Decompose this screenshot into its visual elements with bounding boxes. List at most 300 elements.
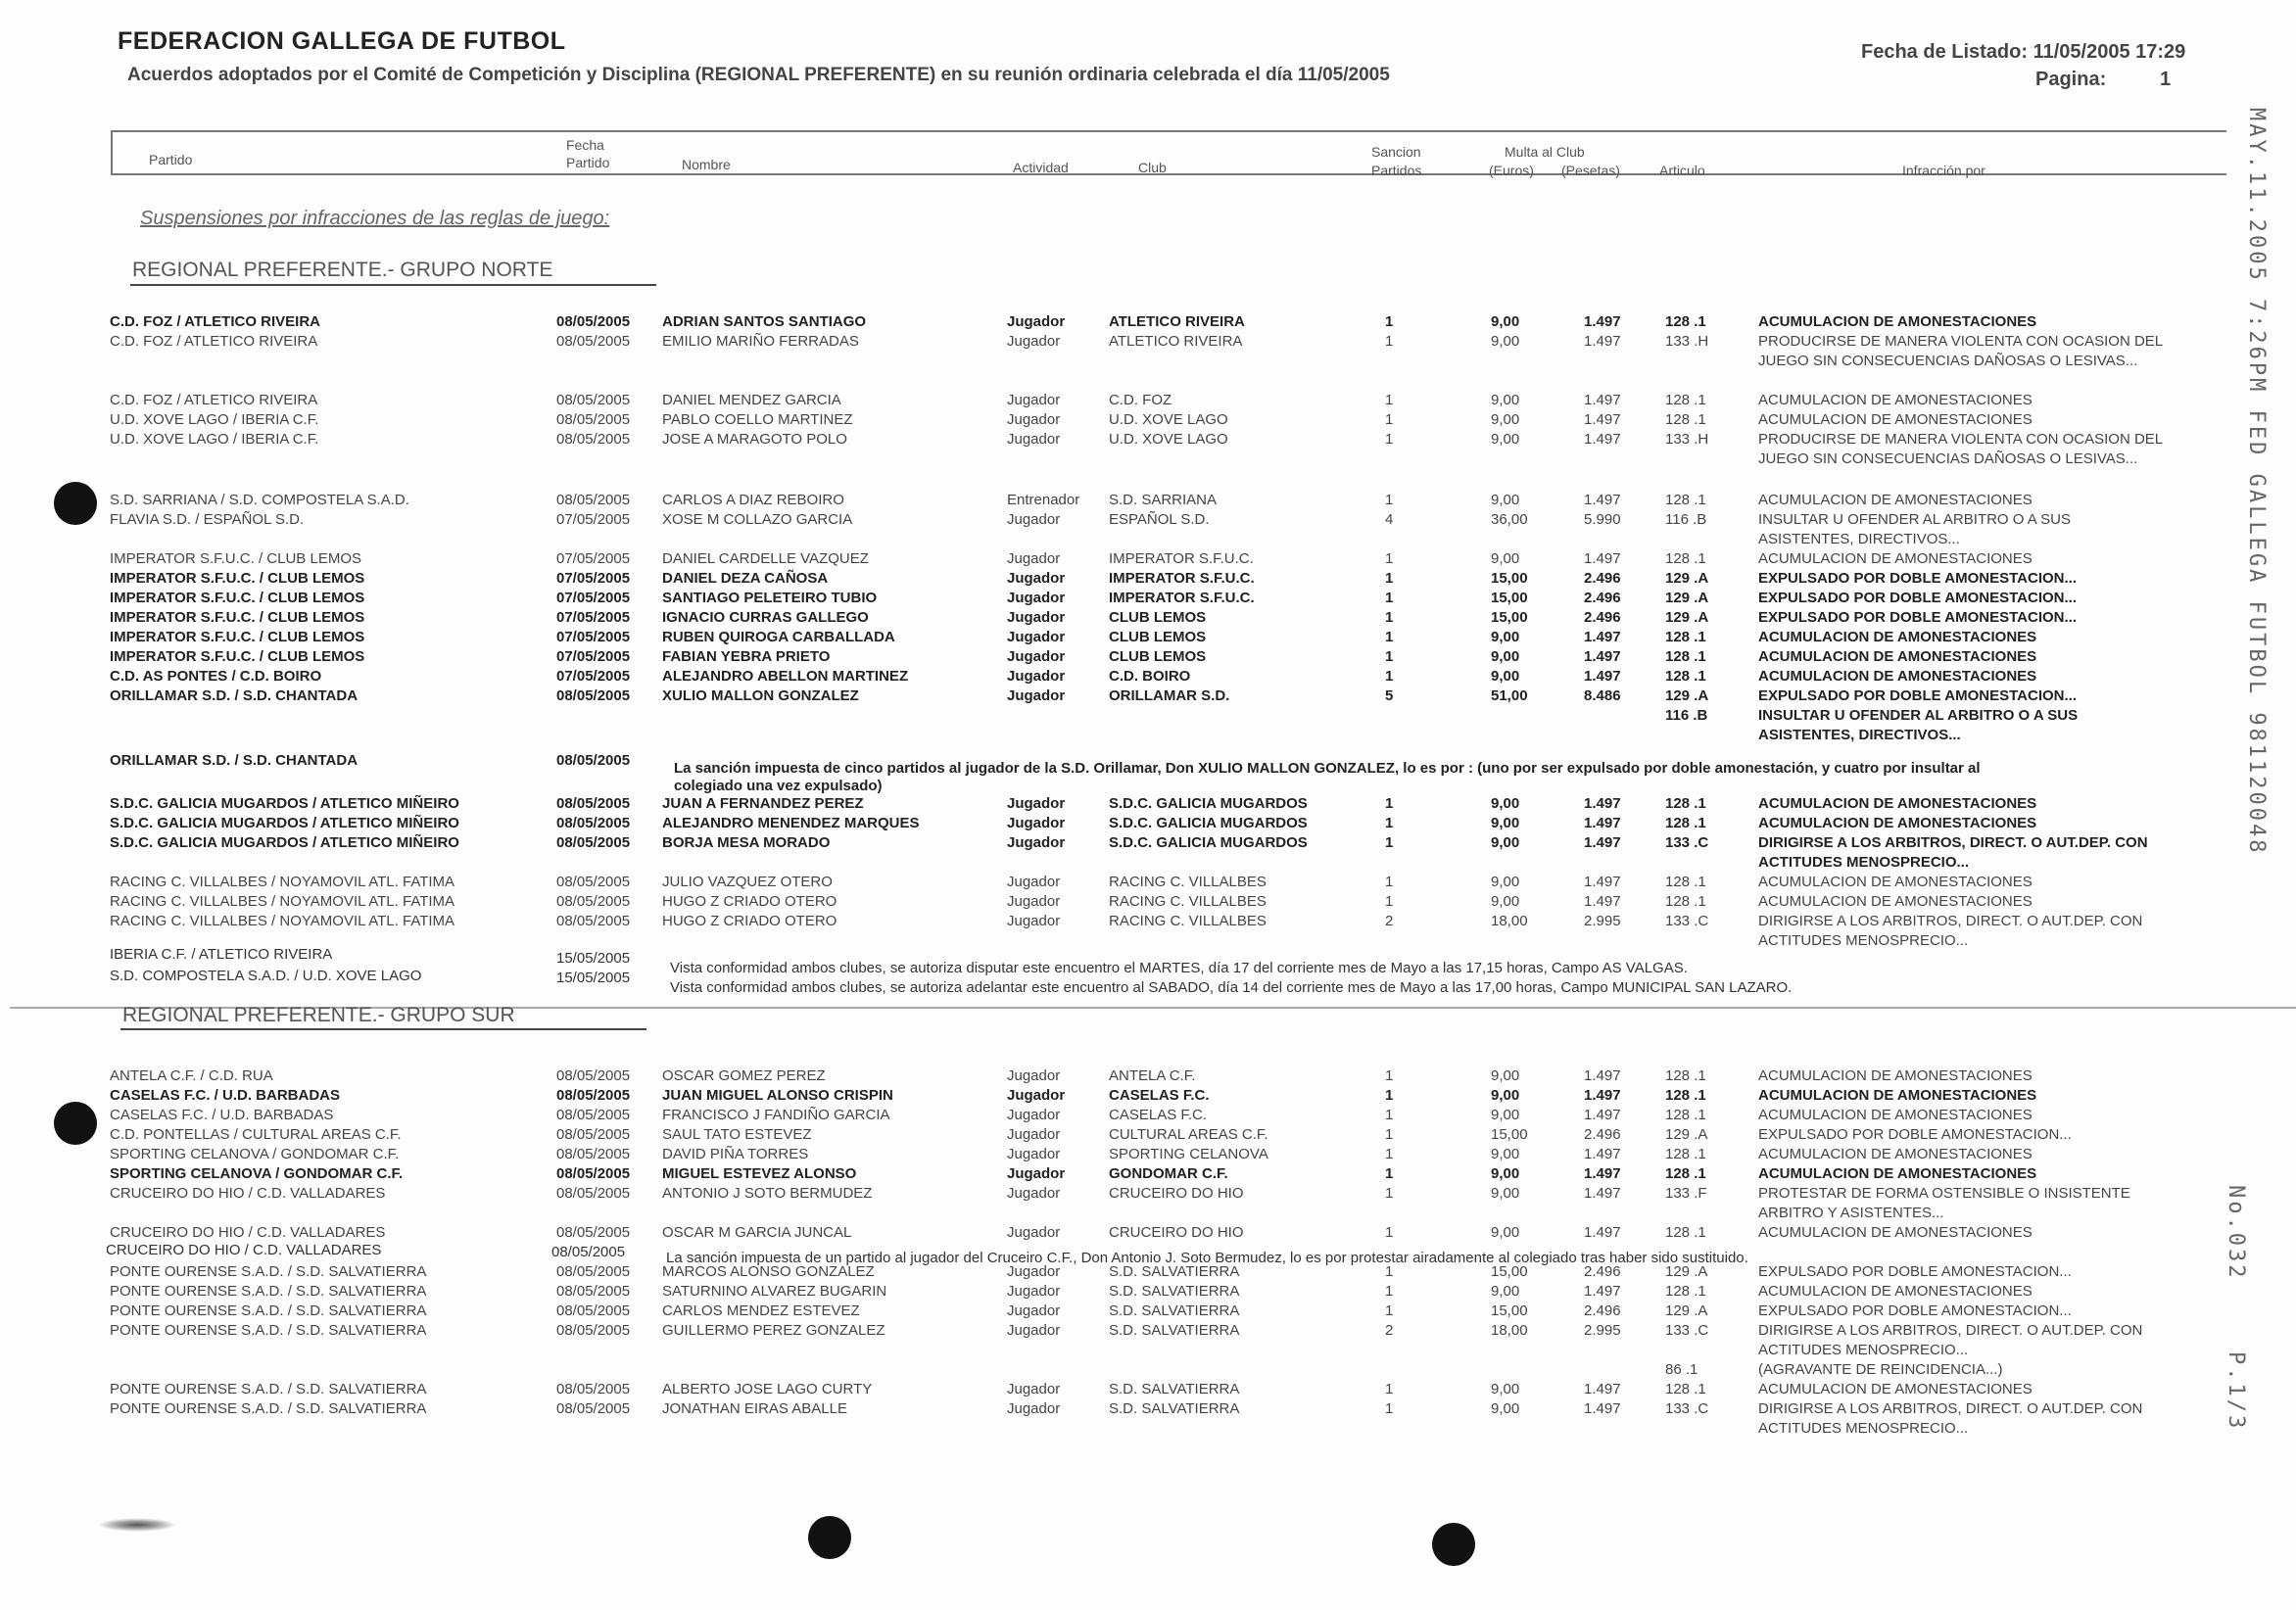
table-row (0, 1342, 2296, 1361)
cell-san: 1 (1385, 668, 1394, 685)
cell-pes: 1.497 (1584, 431, 1621, 448)
cell-euros: 9,00 (1491, 1283, 1520, 1300)
cell-inf: EXPULSADO POR DOBLE AMONESTACION... (1758, 687, 2078, 704)
table-row (0, 1381, 2296, 1400)
table-row (0, 727, 2296, 746)
cell-partido: PONTE OURENSE S.A.D. / S.D. SALVATIERRA (110, 1283, 427, 1300)
cell-pes: 1.497 (1584, 1185, 1621, 1202)
cell-act: Jugador (1007, 1146, 1061, 1162)
cell-inf: PROTESTAR DE FORMA OSTENSIBLE O INSISTENTE (1758, 1185, 2130, 1202)
cell-san: 1 (1385, 1126, 1394, 1143)
cell-act: Jugador (1007, 913, 1061, 929)
cell-euros: 9,00 (1491, 834, 1520, 851)
cell-inf: ACUMULACION DE AMONESTACIONES (1758, 893, 2033, 910)
cell-art: 116 .B (1665, 707, 1708, 724)
cell-inf: ACTITUDES MENOSPRECIO... (1758, 932, 1969, 949)
table-row (0, 392, 2296, 411)
cell-fecha: 08/05/2005 (556, 1302, 631, 1319)
cell-fecha: 08/05/2005 (556, 333, 631, 350)
cell-partido: IMPERATOR S.F.U.C. / CLUB LEMOS (110, 570, 365, 587)
cell-nombre: MARCOS ALONSO GONZALEZ (662, 1263, 875, 1280)
cell-club: S.D. SALVATIERRA (1109, 1400, 1240, 1417)
cell-nombre: HUGO Z CRIADO OTERO (662, 893, 837, 910)
cell-euros: 9,00 (1491, 313, 1520, 330)
col-sancion-1: Sancion (1371, 144, 1421, 160)
cell-san: 1 (1385, 1263, 1394, 1280)
cell-nombre: CARLOS A DIAZ REBOIRO (662, 492, 844, 508)
cell-euros: 51,00 (1491, 687, 1528, 704)
table-row (0, 333, 2296, 353)
cell-club: CASELAS F.C. (1109, 1107, 1208, 1123)
cell-nombre: DAVID PIÑA TORRES (662, 1146, 809, 1162)
cell-euros: 9,00 (1491, 492, 1520, 508)
cell-fecha: 08/05/2005 (556, 313, 631, 330)
cell-art: 129 .A (1665, 570, 1709, 587)
cell-art: 133 .F (1665, 1185, 1707, 1202)
punch-hole (808, 1516, 851, 1559)
cell-nombre: JUAN A FERNANDEZ PEREZ (662, 795, 864, 812)
cell-act: Jugador (1007, 687, 1066, 704)
cell-inf: ACUMULACION DE AMONESTACIONES (1758, 1146, 2033, 1162)
cell-club: ESPAÑOL S.D. (1109, 511, 1210, 528)
cell-inf: EXPULSADO POR DOBLE AMONESTACION... (1758, 1126, 2072, 1143)
cell-art: 128 .1 (1665, 1087, 1706, 1104)
cell-nombre: PABLO COELLO MARTINEZ (662, 411, 853, 428)
cell-pes: 1.497 (1584, 834, 1621, 851)
col-infraccion: Infracción por (1902, 163, 1985, 178)
cell-fecha: 07/05/2005 (556, 629, 631, 645)
cell-act: Jugador (1007, 550, 1061, 567)
cell-fecha: 08/05/2005 (556, 1107, 631, 1123)
cell-inf: EXPULSADO POR DOBLE AMONESTACION... (1758, 570, 2078, 587)
col-fecha-1: Fecha (566, 137, 604, 153)
cell-nombre: ALEJANDRO MENENDEZ MARQUES (662, 815, 920, 831)
cell-art: 128 .1 (1665, 1146, 1706, 1162)
cell-act: Jugador (1007, 1165, 1066, 1182)
cell-fecha: 08/05/2005 (556, 1283, 631, 1300)
cell-act: Jugador (1007, 333, 1061, 350)
cell-inf: EXPULSADO POR DOBLE AMONESTACION... (1758, 590, 2078, 606)
cell-act: Jugador (1007, 1224, 1061, 1241)
cell-inf: ACUMULACION DE AMONESTACIONES (1758, 815, 2037, 831)
cell-art: 128 .1 (1665, 815, 1706, 831)
cell-fecha: 08/05/2005 (556, 1165, 631, 1182)
cell-san: 1 (1385, 1400, 1394, 1417)
cell-nombre: OSCAR M GARCIA JUNCAL (662, 1224, 852, 1241)
cell-club: C.D. FOZ (1109, 392, 1172, 408)
cell-euros: 36,00 (1491, 511, 1528, 528)
table-row (0, 1283, 2296, 1302)
cell-partido: S.D.C. GALICIA MUGARDOS / ATLETICO MIÑEIRO (110, 834, 459, 851)
cell-san: 1 (1385, 795, 1394, 812)
cell-act: Jugador (1007, 1067, 1061, 1084)
cell-art: 129 .A (1665, 1126, 1708, 1143)
table-row (0, 1126, 2296, 1146)
cell-act: Jugador (1007, 590, 1066, 606)
cell-art: 129 .A (1665, 590, 1709, 606)
cell-pes: 1.497 (1584, 874, 1621, 890)
cell-euros: 9,00 (1491, 795, 1520, 812)
cell-partido: RACING C. VILLALBES / NOYAMOVIL ATL. FATIMA (110, 913, 455, 929)
cell-pes: 8.486 (1584, 687, 1621, 704)
cell-san: 1 (1385, 648, 1394, 665)
cell-club: ATLETICO RIVEIRA (1109, 313, 1245, 330)
cell-euros: 9,00 (1491, 550, 1520, 567)
cell-euros: 9,00 (1491, 392, 1520, 408)
table-row (0, 531, 2296, 550)
cell-fecha: 08/05/2005 (556, 431, 631, 448)
cell-inf: INSULTAR U OFENDER AL ARBITRO O A SUS (1758, 707, 2079, 724)
table-row (0, 629, 2296, 648)
cell-fecha: 08/05/2005 (556, 1087, 631, 1104)
cell-partido: S.D. SARRIANA / S.D. COMPOSTELA S.A.D. (110, 492, 409, 508)
cell-nombre: IGNACIO CURRAS GALLEGO (662, 609, 869, 626)
cell-fecha: 08/05/2005 (556, 392, 631, 408)
cell-pes: 1.497 (1584, 648, 1621, 665)
cell-nombre: DANIEL CARDELLE VAZQUEZ (662, 550, 869, 567)
cell-art: 133 .C (1665, 1400, 1709, 1417)
cell-club: SPORTING CELANOVA (1109, 1146, 1268, 1162)
col-pesetas: (Pesetas) (1561, 163, 1620, 178)
cell-inf: JUEGO SIN CONSECUENCIAS DAÑOSAS O LESIVAS... (1758, 353, 2138, 369)
cell-euros: 9,00 (1491, 1185, 1520, 1202)
group-norte-underline (130, 284, 656, 286)
cell-euros: 9,00 (1491, 648, 1520, 665)
table-row (0, 1420, 2296, 1440)
cell-partido: IMPERATOR S.F.U.C. / CLUB LEMOS (110, 590, 365, 606)
cell-nombre: JONATHAN EIRAS ABALLE (662, 1400, 847, 1417)
table-row (0, 353, 2296, 372)
cell-nombre: ALBERTO JOSE LAGO CURTY (662, 1381, 873, 1397)
cell-club: RACING C. VILLALBES (1109, 893, 1267, 910)
cell-pes: 1.497 (1584, 815, 1621, 831)
cell-club: CRUCEIRO DO HIO (1109, 1224, 1244, 1241)
group-norte-heading: REGIONAL PREFERENTE.- GRUPO NORTE (132, 259, 553, 281)
cell-fecha: 08/05/2005 (556, 687, 631, 704)
cell-pes: 1.497 (1584, 1087, 1621, 1104)
cell-san: 1 (1385, 815, 1394, 831)
cell-san: 1 (1385, 313, 1394, 330)
cell-euros: 15,00 (1491, 590, 1528, 606)
cell-art: 128 .1 (1665, 1165, 1706, 1182)
cell-inf: (AGRAVANTE DE REINCIDENCIA...) (1758, 1361, 2003, 1378)
cell-partido: PONTE OURENSE S.A.D. / S.D. SALVATIERRA (110, 1381, 427, 1397)
cell-club: RACING C. VILLALBES (1109, 913, 1267, 929)
cell-partido: CRUCEIRO DO HIO / C.D. VALLADARES (110, 1224, 386, 1241)
cell-euros: 9,00 (1491, 411, 1520, 428)
cell-pes: 1.497 (1584, 411, 1621, 428)
punch-hole (54, 482, 97, 525)
cell-club: C.D. BOIRO (1109, 668, 1191, 685)
cell-pes: 1.497 (1584, 392, 1621, 408)
cell-partido: S.D.C. GALICIA MUGARDOS / ATLETICO MIÑEIRO (110, 815, 459, 831)
note-iberia-partido: IBERIA C.F. / ATLETICO RIVEIRA (110, 946, 333, 963)
cell-inf: ACUMULACION DE AMONESTACIONES (1758, 1087, 2037, 1104)
cell-fecha: 08/05/2005 (556, 1224, 631, 1241)
cell-san: 1 (1385, 1185, 1394, 1202)
cell-fecha: 08/05/2005 (556, 874, 631, 890)
cell-act: Jugador (1007, 1381, 1061, 1397)
cell-club: CRUCEIRO DO HIO (1109, 1185, 1244, 1202)
cell-pes: 1.497 (1584, 1146, 1621, 1162)
cell-act: Jugador (1007, 392, 1061, 408)
cell-pes: 1.497 (1584, 629, 1621, 645)
cell-partido: IMPERATOR S.F.U.C. / CLUB LEMOS (110, 629, 365, 645)
cell-art: 128 .1 (1665, 1381, 1706, 1397)
cell-club: RACING C. VILLALBES (1109, 874, 1267, 890)
cell-euros: 9,00 (1491, 1146, 1520, 1162)
cell-pes: 2.995 (1584, 913, 1621, 929)
cell-club: U.D. XOVE LAGO (1109, 431, 1228, 448)
table-row (0, 313, 2296, 333)
cell-pes: 5.990 (1584, 511, 1621, 528)
cell-art: 128 .1 (1665, 668, 1706, 685)
cell-act: Jugador (1007, 411, 1061, 428)
cell-partido: PONTE OURENSE S.A.D. / S.D. SALVATIERRA (110, 1400, 427, 1417)
table-row (0, 874, 2296, 893)
cell-pes: 2.995 (1584, 1322, 1621, 1339)
cell-san: 1 (1385, 1146, 1394, 1162)
cell-nombre: ADRIAN SANTOS SANTIAGO (662, 313, 867, 330)
cell-inf: ACUMULACION DE AMONESTACIONES (1758, 1107, 2033, 1123)
cell-act: Jugador (1007, 431, 1061, 448)
note-compostela-text: Vista conformidad ambos clubes, se autoriza adelantar este encuentro al SABADO, día 14 del corriente mes de Mayo a las 17,00 horas, Campo MUNICIPAL SAN LAZARO. (670, 979, 1793, 996)
ink-smudge (98, 1518, 176, 1532)
cell-club: IMPERATOR S.F.U.C. (1109, 550, 1254, 567)
cell-pes: 1.497 (1584, 550, 1621, 567)
cell-euros: 9,00 (1491, 893, 1520, 910)
cell-san: 1 (1385, 590, 1394, 606)
table-row (0, 834, 2296, 854)
cell-art: 133 .H (1665, 431, 1709, 448)
cell-partido: IMPERATOR S.F.U.C. / CLUB LEMOS (110, 550, 361, 567)
cell-pes: 1.497 (1584, 313, 1621, 330)
cell-inf: ACTITUDES MENOSPRECIO... (1758, 854, 1970, 871)
cell-art: 128 .1 (1665, 411, 1706, 428)
cell-euros: 9,00 (1491, 1165, 1520, 1182)
cell-san: 1 (1385, 834, 1394, 851)
note-cruceiro-fecha: 08/05/2005 (551, 1244, 626, 1260)
cell-act: Jugador (1007, 629, 1066, 645)
cell-pes: 1.497 (1584, 668, 1621, 685)
cell-act: Jugador (1007, 609, 1066, 626)
cell-inf: ACUMULACION DE AMONESTACIONES (1758, 795, 2037, 812)
cell-inf: DIRIGIRSE A LOS ARBITROS, DIRECT. O AUT.DEP. CON (1758, 913, 2143, 929)
cell-san: 1 (1385, 609, 1394, 626)
cell-club: S.D. SARRIANA (1109, 492, 1218, 508)
table-row (0, 550, 2296, 570)
cell-partido: PONTE OURENSE S.A.D. / S.D. SALVATIERRA (110, 1263, 427, 1280)
cell-partido: CRUCEIRO DO HIO / C.D. VALLADARES (110, 1185, 386, 1202)
cell-euros: 9,00 (1491, 431, 1520, 448)
cell-san: 1 (1385, 333, 1394, 350)
cell-fecha: 07/05/2005 (556, 648, 631, 665)
cell-act: Jugador (1007, 1302, 1061, 1319)
cell-san: 1 (1385, 1067, 1394, 1084)
cell-club: ANTELA C.F. (1109, 1067, 1196, 1084)
cell-partido: IMPERATOR S.F.U.C. / CLUB LEMOS (110, 609, 365, 626)
cell-club: S.D.C. GALICIA MUGARDOS (1109, 815, 1308, 831)
cell-club: CULTURAL AREAS C.F. (1109, 1126, 1268, 1143)
cell-san: 1 (1385, 1283, 1394, 1300)
cell-inf: ASISTENTES, DIRECTIVOS... (1758, 531, 1960, 547)
cell-club: S.D. SALVATIERRA (1109, 1283, 1240, 1300)
col-sancion-2: Partidos (1371, 163, 1422, 178)
cell-partido: C.D. PONTELLAS / CULTURAL AREAS C.F. (110, 1126, 402, 1143)
cell-nombre: OSCAR GOMEZ PEREZ (662, 1067, 826, 1084)
cell-fecha: 07/05/2005 (556, 511, 631, 528)
table-row (0, 1146, 2296, 1165)
cell-act: Jugador (1007, 1322, 1061, 1339)
punch-hole (1432, 1523, 1475, 1566)
table-row (0, 1205, 2296, 1224)
table-row (0, 1165, 2296, 1185)
cell-act: Jugador (1007, 1400, 1061, 1417)
cell-san: 1 (1385, 629, 1394, 645)
cell-inf: ACUMULACION DE AMONESTACIONES (1758, 1165, 2037, 1182)
table-row (0, 609, 2296, 629)
cell-art: 128 .1 (1665, 874, 1706, 890)
cell-partido: IMPERATOR S.F.U.C. / CLUB LEMOS (110, 648, 365, 665)
cell-san: 5 (1385, 687, 1394, 704)
group-sur-underline (120, 1028, 646, 1030)
cell-fecha: 08/05/2005 (556, 913, 631, 929)
cell-inf: ACUMULACION DE AMONESTACIONES (1758, 629, 2037, 645)
table-row (0, 1224, 2296, 1244)
cell-art: 128 .1 (1665, 1283, 1706, 1300)
cell-pes: 2.496 (1584, 590, 1621, 606)
fax-page-vertical: P.1/3 (2224, 1351, 2248, 1432)
fax-number-vertical: No.032 (2224, 1185, 2248, 1281)
note-orillamar-partido: ORILLAMAR S.D. / S.D. CHANTADA (110, 752, 359, 769)
cell-pes: 2.496 (1584, 1126, 1621, 1143)
col-euros: (Euros) (1489, 163, 1534, 178)
listing-date: Fecha de Listado: 11/05/2005 17:29 (1861, 41, 2186, 63)
cell-inf: ACUMULACION DE AMONESTACIONES (1758, 392, 2033, 408)
cell-inf: ACUMULACION DE AMONESTACIONES (1758, 1224, 2033, 1241)
table-row (0, 1322, 2296, 1342)
table-row (0, 913, 2296, 932)
cell-art: 128 .1 (1665, 492, 1706, 508)
cell-inf: EXPULSADO POR DOBLE AMONESTACION... (1758, 609, 2078, 626)
cell-club: CASELAS F.C. (1109, 1087, 1210, 1104)
table-row (0, 1263, 2296, 1283)
cell-inf: DIRIGIRSE A LOS ARBITROS, DIRECT. O AUT.DEP. CON (1758, 834, 2148, 851)
cell-fecha: 08/05/2005 (556, 795, 631, 812)
cell-inf: DIRIGIRSE A LOS ARBITROS, DIRECT. O AUT.DEP. CON (1758, 1322, 2143, 1339)
cell-san: 1 (1385, 411, 1394, 428)
cell-art: 128 .1 (1665, 1067, 1706, 1084)
cell-fecha: 07/05/2005 (556, 570, 631, 587)
cell-act: Jugador (1007, 313, 1066, 330)
cell-nombre: GUILLERMO PEREZ GONZALEZ (662, 1322, 885, 1339)
cell-partido: PONTE OURENSE S.A.D. / S.D. SALVATIERRA (110, 1322, 427, 1339)
cell-fecha: 08/05/2005 (556, 834, 631, 851)
cell-euros: 15,00 (1491, 570, 1528, 587)
col-articulo: Articulo (1659, 163, 1705, 178)
cell-euros: 9,00 (1491, 1400, 1520, 1417)
cell-euros: 9,00 (1491, 1107, 1520, 1123)
cell-euros: 18,00 (1491, 913, 1528, 929)
cell-inf: PRODUCIRSE DE MANERA VIOLENTA CON OCASION DEL (1758, 431, 2164, 448)
cell-art: 128 .1 (1665, 313, 1706, 330)
cell-euros: 9,00 (1491, 1381, 1520, 1397)
table-row (0, 707, 2296, 727)
cell-nombre: FRANCISCO J FANDIÑO GARCIA (662, 1107, 890, 1123)
cell-inf: ACUMULACION DE AMONESTACIONES (1758, 1381, 2033, 1397)
table-row (0, 648, 2296, 668)
cell-partido: SPORTING CELANOVA / GONDOMAR C.F. (110, 1165, 404, 1182)
cell-san: 2 (1385, 1322, 1394, 1339)
cell-act: Jugador (1007, 648, 1066, 665)
cell-fecha: 08/05/2005 (556, 1400, 631, 1417)
cell-san: 1 (1385, 1107, 1394, 1123)
cell-act: Jugador (1007, 1087, 1066, 1104)
table-row (0, 1087, 2296, 1107)
cell-inf: PRODUCIRSE DE MANERA VIOLENTA CON OCASION DEL (1758, 333, 2164, 350)
table-row (0, 795, 2296, 815)
cell-art: 116 .B (1665, 511, 1707, 528)
cell-inf: ACUMULACION DE AMONESTACIONES (1758, 1067, 2033, 1084)
cell-inf: JUEGO SIN CONSECUENCIAS DAÑOSAS O LESIVAS... (1758, 450, 2138, 467)
cell-fecha: 08/05/2005 (556, 815, 631, 831)
cell-euros: 9,00 (1491, 1087, 1520, 1104)
cell-club: S.D. SALVATIERRA (1109, 1381, 1240, 1397)
table-row (0, 815, 2296, 834)
cell-pes: 1.497 (1584, 1381, 1621, 1397)
cell-nombre: HUGO Z CRIADO OTERO (662, 913, 837, 929)
cell-san: 1 (1385, 1087, 1394, 1104)
cell-pes: 2.496 (1584, 609, 1621, 626)
cell-nombre: CARLOS MENDEZ ESTEVEZ (662, 1302, 860, 1319)
table-row (0, 1302, 2296, 1322)
cell-fecha: 08/05/2005 (556, 411, 631, 428)
cell-nombre: DANIEL DEZA CAÑOSA (662, 570, 829, 587)
cell-partido: ORILLAMAR S.D. / S.D. CHANTADA (110, 687, 359, 704)
cell-club: CLUB LEMOS (1109, 648, 1207, 665)
cell-act: Jugador (1007, 815, 1066, 831)
cell-pes: 1.497 (1584, 1165, 1621, 1182)
cell-fecha: 07/05/2005 (556, 550, 631, 567)
cell-fecha: 07/05/2005 (556, 668, 631, 685)
cell-club: CLUB LEMOS (1109, 629, 1207, 645)
cell-inf: ASISTENTES, DIRECTIVOS... (1758, 727, 1961, 743)
cell-inf: ACUMULACION DE AMONESTACIONES (1758, 550, 2033, 567)
page-label: Pagina: (2035, 69, 2107, 90)
cell-fecha: 07/05/2005 (556, 590, 631, 606)
cell-partido: U.D. XOVE LAGO / IBERIA C.F. (110, 411, 319, 428)
cell-art: 133 .H (1665, 333, 1709, 350)
table-row (0, 570, 2296, 590)
col-partido: Partido (149, 152, 193, 167)
cell-partido: RACING C. VILLALBES / NOYAMOVIL ATL. FATIMA (110, 893, 455, 910)
table-row (0, 854, 2296, 874)
cell-pes: 1.497 (1584, 1283, 1621, 1300)
cell-nombre: XULIO MALLON GONZALEZ (662, 687, 859, 704)
cell-fecha: 08/05/2005 (556, 1381, 631, 1397)
cell-nombre: FABIAN YEBRA PRIETO (662, 648, 831, 665)
cell-nombre: JOSE A MARAGOTO POLO (662, 431, 847, 448)
cell-euros: 15,00 (1491, 1126, 1528, 1143)
cell-inf: INSULTAR U OFENDER AL ARBITRO O A SUS (1758, 511, 2071, 528)
cell-art: 128 .1 (1665, 629, 1706, 645)
cell-fecha: 08/05/2005 (556, 1126, 631, 1143)
cell-nombre: EMILIO MARIÑO FERRADAS (662, 333, 859, 350)
page-number: 1 (2160, 69, 2172, 90)
cell-nombre: BORJA MESA MORADO (662, 834, 831, 851)
cell-act: Jugador (1007, 570, 1066, 587)
cell-club: S.D. SALVATIERRA (1109, 1302, 1240, 1319)
